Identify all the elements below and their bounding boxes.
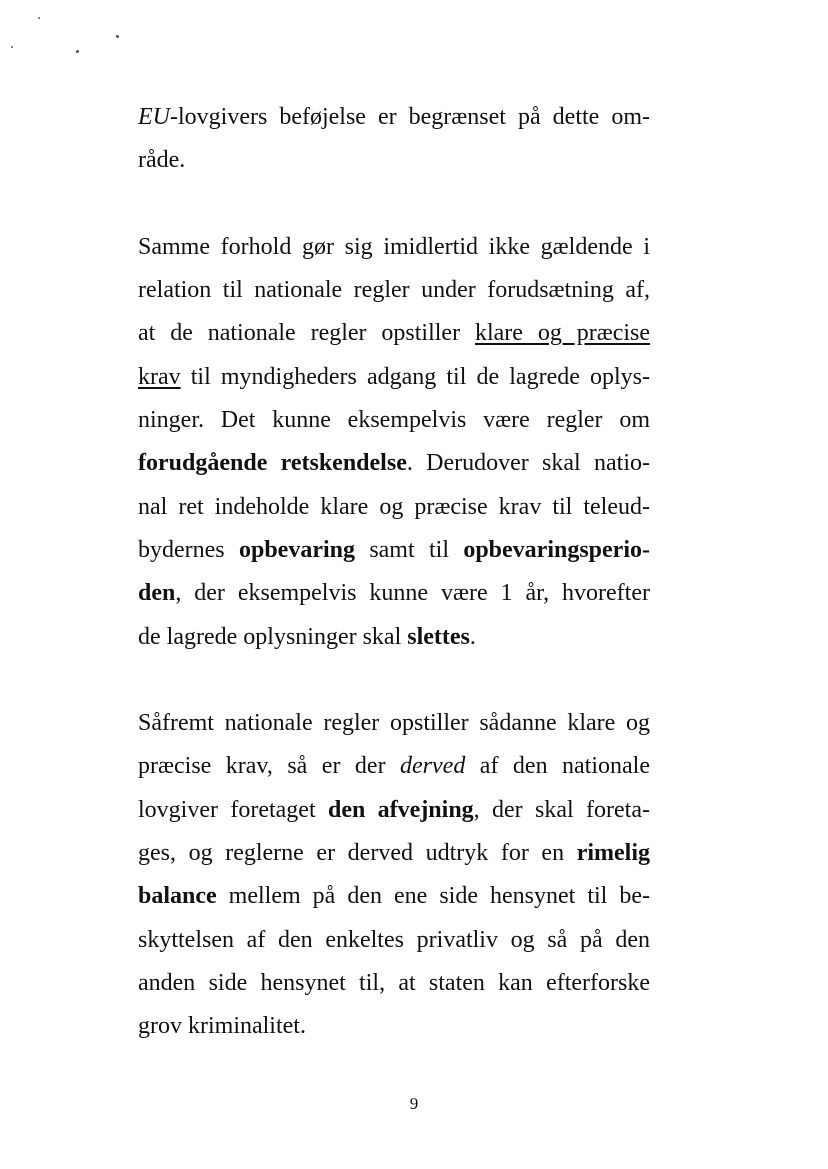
page-number: 9 [409,1094,419,1113]
text-span: af den nationale [465,753,650,780]
text-line [138,919,650,962]
text-line [138,399,650,442]
text-line [138,269,650,312]
bold-text: opbevaring [238,536,355,563]
bold-text: slettes [407,623,470,650]
text-line [138,96,650,139]
text-line [138,312,650,355]
bold-text: opbevaringsperio- [463,536,650,563]
text-line [138,832,650,875]
bold-text: forudgående retskendelse [138,450,407,477]
text-span: bydernes [138,536,239,563]
text-span: ges, og reglerne er derved udtryk for en [138,840,577,867]
text-line [138,442,650,485]
text-span: Samme forhold gør sig imidlertid ikke gældende i [138,233,650,260]
text-span: grov kriminalitet. [138,1013,306,1040]
text-span: ninger. Det kunne eksempelvis være regler om [138,407,650,434]
text-line [138,226,650,269]
scan-speck [76,50,79,53]
text-span: de lagrede oplysninger skal [138,623,408,650]
text-line [138,1005,650,1048]
text-span: relation til nationale regler under forudsætning af, [138,277,650,304]
text-span: . Derudover skal natio- [406,450,650,477]
text-line [138,139,650,182]
underlined-text: krav [138,363,181,390]
italic-text: derved [400,753,466,780]
text-span: til myndigheders adgang til de lagrede oplys- [180,363,650,390]
text-line [138,616,650,659]
text-line [138,702,650,745]
text-span: at de nationale regler opstiller [138,320,475,347]
text-span: , der skal foreta- [473,796,650,823]
text-line [138,572,650,615]
text-line [138,356,650,399]
text-span: -lovgivers beføjelse er begrænset på dette om- [170,104,650,130]
scan-speck [11,46,13,48]
text-line [138,745,650,788]
bold-text: den afvejning [327,796,474,823]
paragraph-gap [138,183,650,226]
text-line [138,962,650,1005]
text-span: skyttelsen af den enkeltes privatliv og så på den [138,926,650,953]
text-span: anden side hensynet til, at staten kan efterforske [138,969,650,996]
bold-text: rimelig [576,840,650,867]
text-span: råde. [138,147,186,174]
underlined-text: klare og præcise [474,320,651,347]
text-span: samt til [354,536,464,563]
scan-speck [38,17,40,19]
bold-text: balance [138,883,217,910]
text-line [138,875,650,918]
text-span: , der eksempelvis kunne være 1 år, hvorefter [175,580,650,607]
italic-text: EU [138,104,170,130]
text-line [138,486,650,529]
scan-speck [116,35,119,38]
body-text [138,96,650,1049]
text-span: nal ret indeholde klare og præcise krav til teleud- [138,493,650,520]
text-span: . [469,623,476,650]
bold-text: den [138,580,176,607]
text-line [138,529,650,572]
paragraph-gap [138,659,650,702]
text-span: mellem på den ene side hensynet til be- [216,883,650,910]
text-span: præcise krav, så er der [138,753,401,780]
text-span: lovgiver foretaget [138,796,328,823]
text-span: Såfremt nationale regler opstiller sådanne klare og [138,710,650,737]
text-line [138,789,650,832]
